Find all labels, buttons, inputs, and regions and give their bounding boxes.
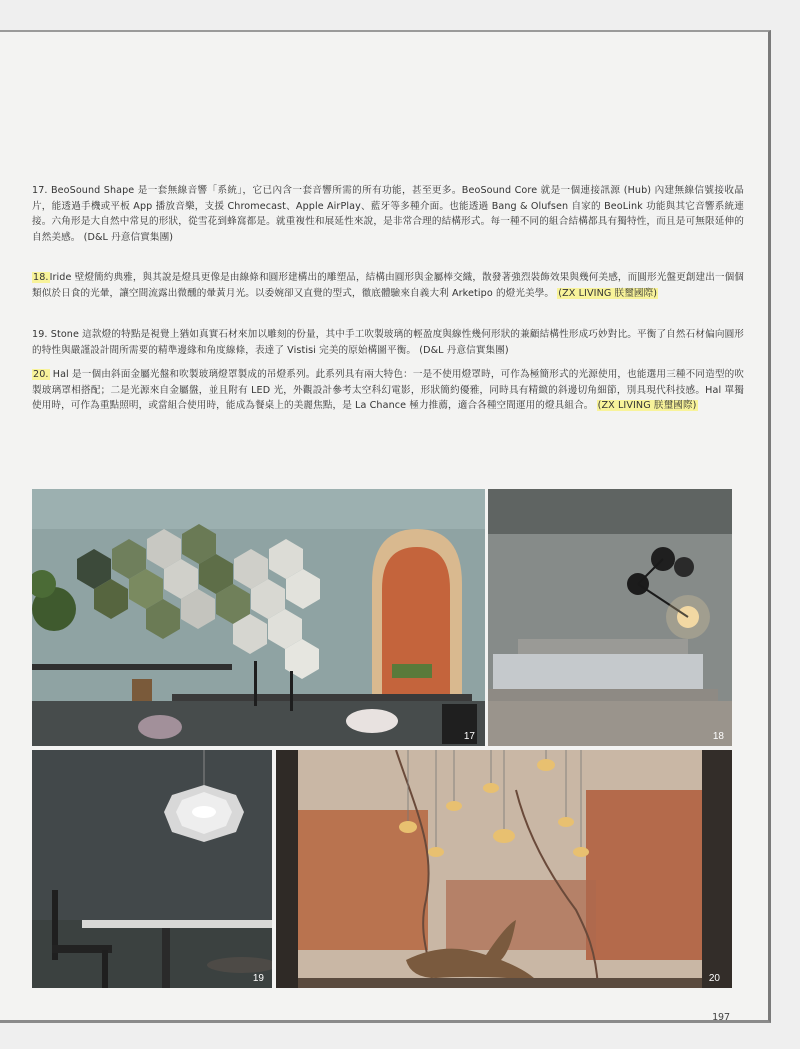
paragraph-18-credit: (ZX LIVING 朕璽國際) [558, 287, 658, 299]
paragraph-20-number: 20. [33, 369, 49, 380]
paragraph-17-credit: (D&L 丹意信實集團) [83, 231, 174, 243]
paragraph-18-number: 18. [33, 272, 49, 283]
paragraph-17-text: BeoSound Shape 是一套無線音響「系統」，它已內含一套音響所需的所有功能，甚至更多。BeoSound Core 就是一個連接訊源 (Hub) 內建無線信號接收晶片，能透過手機或平板 App 播放音樂，支援 Chromecast、Apple AirPlay、藍牙等多種介面。也能透過 Bang & Olufsen 自家的 BeoLink 功能與其它音響系統連接。六角形是大自然中常見的形狀，從雪花到蜂窩都是。就重複性和展延性來說，是非常合理的結構形式。每一種不同的組合結構都具有獨特性，而且是可無限延伸的自然美感。 [32, 185, 744, 243]
paragraph-17-number: 17. [32, 185, 48, 196]
paragraph-17 [32, 183, 744, 245]
paragraph-20-credit: (ZX LIVING 朕璽國際) [597, 400, 697, 411]
photo-20-hal-pendants [276, 750, 732, 988]
paragraph-19-text: Stone 這款燈的特點是視覺上猶如真實石材來加以雕刻的份量，其中手工吹製玻璃的輕盈度與線性幾何形狀的兼顧結構性形成巧妙對比。平衡了自然石材偏向圓形的特性與嚴謹設計間所需要的精準邊緣和角度線條，表達了 Vistisi 完美的原始構圖平衡。 [32, 329, 745, 356]
paragraph-18-text: Iride 壁燈簡約典雅，與其說是燈具更像是由線條和圓形建構出的雕塑品，結構由圓形與金屬棒交織，散發著強烈裝飾效果與幾何美感，而圓形光盤更創建出一個個類似於日食的光暈，讓空間流露出微醺的暈黃月光。以委婉卻又直覺的型式，徹底體驗來自義大利 Arketipo 的燈光美學。 [32, 272, 744, 299]
paragraph-20 [32, 367, 744, 414]
paragraph-19 [32, 327, 744, 358]
photo-19-number: 19 [252, 973, 264, 984]
paragraph-18 [32, 270, 744, 301]
photo-20-number: 20 [708, 973, 720, 984]
photo-19-stone-pendant [32, 750, 272, 988]
photo-18-iride-bedroom [488, 489, 732, 746]
paragraph-19-credit: (D&L 丹意信實集團) [419, 344, 509, 356]
paragraph-20-text: Hal 是一個由斜面金屬光盤和吹製玻璃燈罩製成的吊燈系列。此系列具有兩大特色：一是不使用燈罩時，可作為極簡形式的光源使用，也能選用三種不同造型的吹製玻璃罩相搭配；二是光源來自金屬盤，並且附有 LED 光，外觀設計參考太空科幻電影，形狀簡約優雅，同時具有精緻的斜邊切角細節，別具現代科技感。Hal 單獨使用時，可作為重點照明，或當組合使用時，能成為餐桌上的美麗焦點，是 La Chance 極力推薦，適合各種空間運用的燈具組合。 [32, 369, 744, 411]
photo-18-number: 18 [712, 731, 724, 742]
page-number: 197 [711, 1012, 730, 1023]
photo-17-beosound-shape [32, 489, 485, 746]
paragraph-19-number: 19. [32, 329, 48, 340]
photo-17-number: 17 [463, 731, 475, 742]
